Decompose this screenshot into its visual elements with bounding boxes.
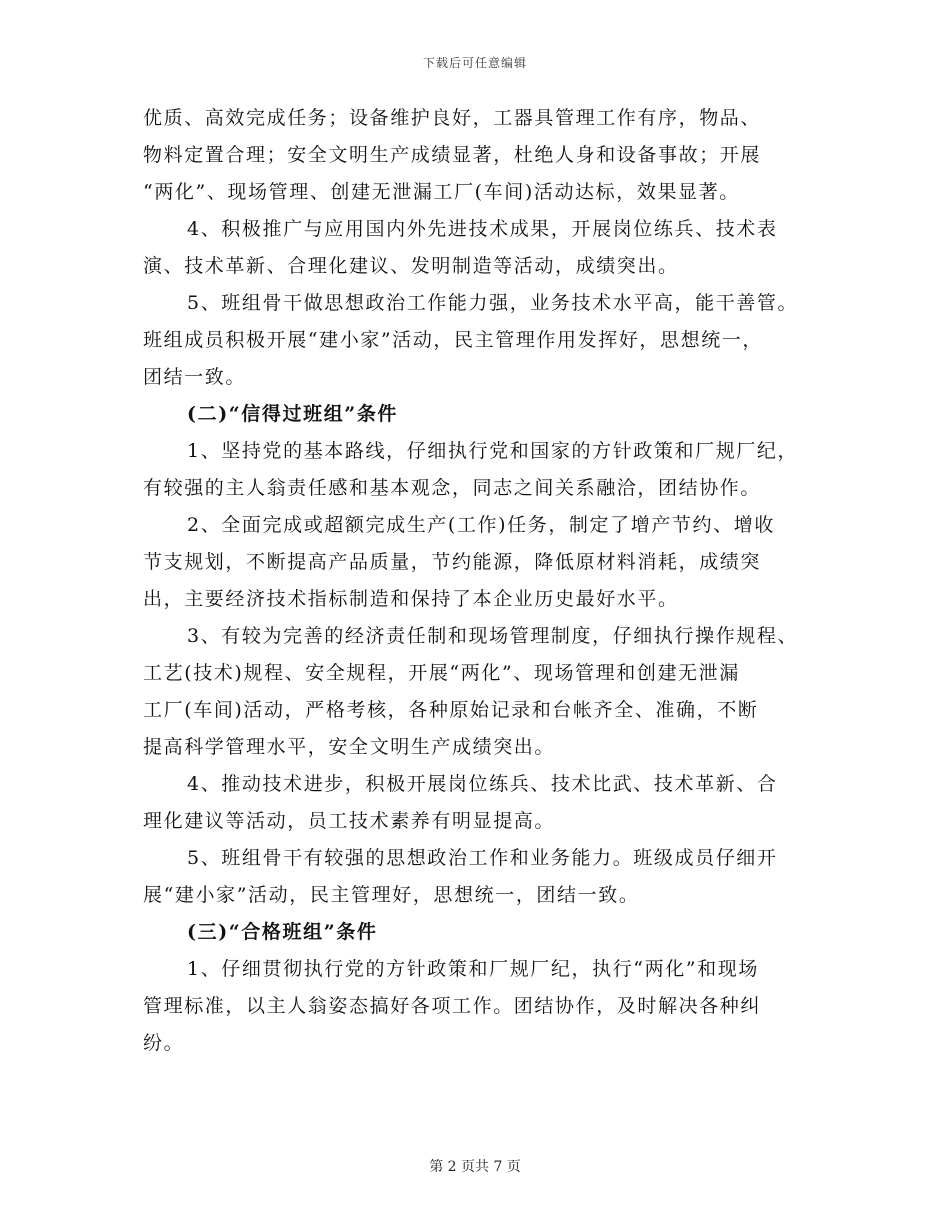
text-line: 管理标准，以主人翁姿态搞好各项工作。团结协作，及时解决各种纠 xyxy=(143,995,762,1017)
text-line: 2、全面完成或超额完成生产(工作)任务，制定了增产节约、增收 xyxy=(187,514,775,536)
text-line: 演、技术革新、合理化建议、发明制造等活动，成绩突出。 xyxy=(143,255,679,277)
text-line: 4、推动技术进步，积极开展岗位练兵、技术比武、技术革新、合 xyxy=(187,773,778,795)
text-line: 纷。 xyxy=(143,1032,185,1054)
text-line: 工厂(车间)活动，严格考核，各种原始记录和台帐齐全、准确，不断 xyxy=(143,699,759,721)
text-line: 1、坚持党的基本路线，仔细执行党和国家的方针政策和厂规厂纪， xyxy=(187,440,799,462)
text-line: 物料定置合理；安全文明生产成绩显著，杜绝人身和设备事故；开展 xyxy=(143,144,762,166)
text-line: 展“建小家”活动，民主管理好，思想统一，团结一致。 xyxy=(143,884,640,906)
text-line: 有较强的主人翁责任感和基本观念，同志之间关系融洽，团结协作。 xyxy=(143,477,762,499)
section-heading: (三)“合格班组”条件 xyxy=(187,921,378,943)
text-line: 理化建议等活动，员工技术素养有明显提高。 xyxy=(143,810,556,832)
text-line: 节支规划，不断提高产品质量，节约能源，降低原材料消耗，成绩突 xyxy=(143,551,762,573)
text-line: 1、仔细贯彻执行党的方针政策和厂规厂纪，执行“两化”和现场 xyxy=(187,958,759,980)
document-body xyxy=(143,100,823,1062)
text-line: 提高科学管理水平，安全文明生产成绩突出。 xyxy=(143,736,556,758)
text-line: 优质、高效完成任务；设备维护良好，工器具管理工作有序，物品、 xyxy=(143,107,762,129)
text-line: 5、班组骨干做思想政治工作能力强，业务技术水平高，能干善管。 xyxy=(187,292,799,314)
text-line: 4、积极推广与应用国内外先进技术成果，开展岗位练兵、技术表 xyxy=(187,218,778,240)
text-line: 工艺(技术)规程、安全规程，开展“两化”、现场管理和创建无泄漏 xyxy=(143,662,740,684)
page-header: 下载后可任意编辑 xyxy=(422,56,527,70)
page-footer: 第 2 页共 7 页 xyxy=(429,1159,521,1175)
section-heading: (二)“信得过班组”条件 xyxy=(187,403,399,425)
text-line: 3、有较为完善的经济责任制和现场管理制度，仔细执行操作规程、 xyxy=(187,625,799,647)
text-line: 团结一致。 xyxy=(143,366,247,388)
text-line: 出，主要经济技术指标制造和保持了本企业历史最好水平。 xyxy=(143,588,679,610)
text-line: 5、班组骨干有较强的思想政治工作和业务能力。班级成员仔细开 xyxy=(187,847,778,869)
text-line: 班组成员积极开展“建小家”活动，民主管理作用发挥好，思想统一， xyxy=(143,329,764,351)
text-line: “两化”、现场管理、创建无泄漏工厂(车间)活动达标，效果显著。 xyxy=(143,181,740,203)
